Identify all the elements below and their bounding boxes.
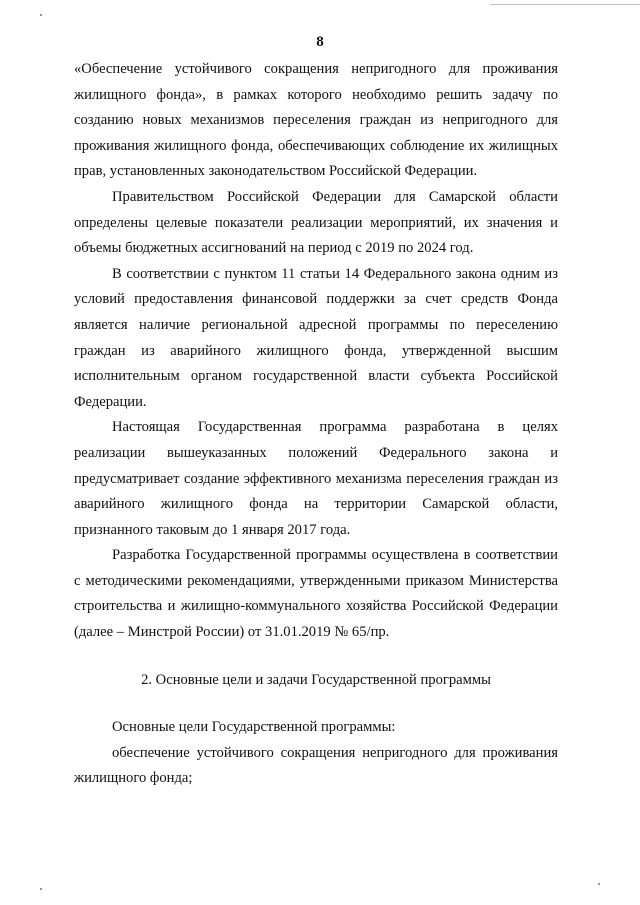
paragraph-continuation: «Обеспечение устойчивого сокращения непригодного для проживания жилищного фонда», в рамках которого необходимо решить задачу по созданию новых механизмов переселения граждан из непригодного для проживания жилищного фонда, обеспечивающих соблюдение их жилищных прав, установленных законодательством Российской Федерации. [74,61,558,180]
section-heading: 2. Основные цели и задачи Государственной программы [141,671,491,688]
goals-intro: Основные цели Государственной программы: [112,719,396,736]
page-number: 8 [316,34,324,50]
scan-speck [598,883,600,885]
paragraph: В соответствии с пунктом 11 статьи 14 Федерального закона одним из условий предоставления финансовой поддержки за счет средств Фонда является наличие региональной адресной программы по переселению граждан из аварийного жилищного фонда, утвержденной высшим исполнительным органом государственной власти субъекта Российской Федерации. [74,265,558,410]
document-body [74,57,558,792]
paragraph: Правительством Российской Федерации для Самарской области определены целевые показатели реализации мероприятий, их значения и объемы бюджетных ассигнований на период с 2019 по 2024 год. [74,188,558,257]
scan-speck [40,14,42,16]
paragraph: Настоящая Государственная программа разработана в целях реализации вышеуказанных положений Федерального закона и предусматривает создание эффективного механизма переселения граждан из аварийного жилищного фонда на территории Самарской области, признанного таковым до 1 января 2017 года. [74,419,558,538]
scan-top-rule [490,4,640,5]
paragraph: Разработка Государственной программы осуществлена в соответствии с методическими рекомендациями, утвержденными приказом Министерства строительства и жилищно-коммунального хозяйства Российской Федерации (далее – Минстрой России) от 31.01.2019 № 65/пр. [74,547,558,641]
goal-item: обеспечение устойчивого сокращения непригодного для проживания жилищного фонда; [74,744,558,787]
scan-speck [40,888,42,890]
